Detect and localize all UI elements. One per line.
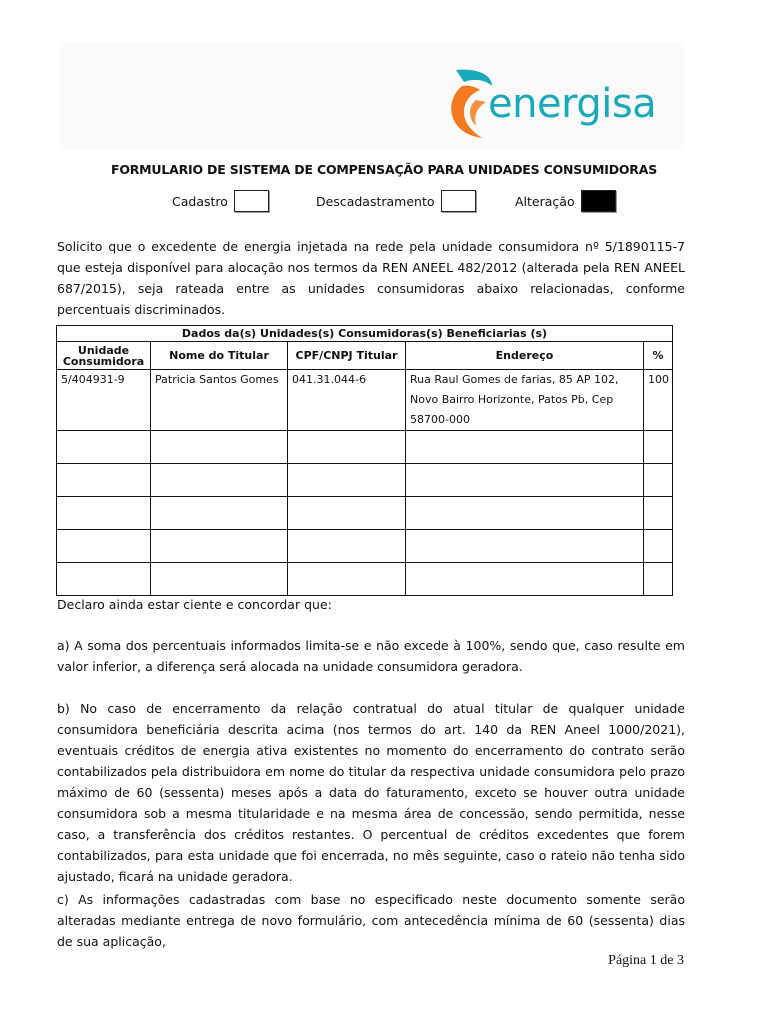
cell-nome[interactable] [151, 530, 288, 563]
cell-cpf[interactable] [288, 431, 406, 464]
cell-endereco[interactable] [406, 530, 644, 563]
page-number: Página 1 de 3 [608, 953, 684, 968]
cell-percent[interactable] [644, 530, 673, 563]
table-row [57, 464, 673, 497]
checkbox-alteracao-checked[interactable] [581, 190, 616, 212]
cell-cpf[interactable] [288, 530, 406, 563]
table-row [57, 370, 673, 431]
table-row [57, 431, 673, 464]
col-header-cpf: CPF/CNPJ Titular [288, 342, 406, 370]
cell-cpf[interactable] [288, 563, 406, 596]
table-row [57, 497, 673, 530]
form-title: FORMULARIO DE SISTEMA DE COMPENSAÇÃO PARA UNIDADES CONSUMIDORAS [110, 162, 658, 177]
cell-percent[interactable] [644, 431, 673, 464]
cell-endereco[interactable] [406, 464, 644, 497]
logo-text: energisa [488, 81, 657, 127]
cell-percent[interactable] [644, 464, 673, 497]
declaration-item-b: b) No caso de encerramento da relação contratual do atual titular de qualquer unidade consumidora beneficiária descrita acima (nos termos do art. 140 da REN Aneel 1000/2021), eventuais créditos de energia ativa existentes no momento do encerramento do contrato serão contabilizados pela distribuidora em nome do titular da respectiva unidade consumidora pelo prazo máximo de 60 (sessenta) meses após a data do faturamento, exceto se houver outra unidade consumidora sob a mesma titularidade e na mesma área de concessão, sendo permitida, nesse caso, a transferência dos créditos restantes. O percentual de créditos excedentes que forem contabilizados, para esta unidade que foi encerrada, no mês seguinte, caso o rateio não tenha sido ajustado, ficará na unidade geradora. [57, 701, 685, 884]
option-alteracao-label: Alteração [515, 193, 575, 209]
option-cadastro[interactable] [172, 190, 269, 212]
checkbox-cadastro[interactable] [234, 190, 269, 212]
cell-nome[interactable] [151, 563, 288, 596]
col-header-percent: % [644, 342, 673, 370]
table-caption: Dados da(s) Unidades(s) Consumidoras(s) Beneficiarias (s) [57, 326, 673, 342]
cell-nome[interactable] [151, 464, 288, 497]
intro-paragraph: Solicito que o excedente de energia injetada na rede pela unidade consumidora nº 5/1890115-7 que esteja disponível para alocação nos termos da REN ANEEL 482/2012 (alterada pela REN ANEEL 687/2015), seja rateada entre as unidades consumidoras abaixo relacionadas, conforme percentuais discriminados. [57, 239, 685, 317]
option-cadastro-label: Cadastro [172, 193, 228, 209]
cell-cpf[interactable]: 041.31.044-6 [288, 370, 406, 431]
cell-endereco[interactable] [406, 497, 644, 530]
cell-percent[interactable] [644, 497, 673, 530]
col-header-endereco: Endereço [406, 342, 644, 370]
cell-unidade[interactable] [57, 464, 151, 497]
cell-unidade[interactable] [57, 530, 151, 563]
energisa-logo [446, 66, 676, 142]
declaration-item-a: a) A soma dos percentuais informados limita-se e não excede à 100%, sendo que, caso resulte em valor inferior, a diferença será alocada na unidade consumidora geradora. [57, 638, 685, 674]
option-descadastramento-label: Descadastramento [316, 193, 435, 209]
cell-unidade[interactable] [57, 431, 151, 464]
cell-endereco[interactable]: Rua Raul Gomes de farias, 85 AP 102, Novo Bairro Horizonte, Patos Pb, Cep 58700-000 [406, 370, 644, 431]
cell-unidade[interactable]: 5/404931-9 [57, 370, 151, 431]
beneficiaries-table [56, 325, 673, 596]
col-header-unidade: Unidade Consumidora [57, 342, 151, 370]
cell-unidade[interactable] [57, 563, 151, 596]
option-descadastramento[interactable] [316, 190, 476, 212]
cell-percent[interactable] [644, 563, 673, 596]
cell-cpf[interactable] [288, 464, 406, 497]
cell-nome[interactable]: Patricia Santos Gomes [151, 370, 288, 431]
table-row [57, 530, 673, 563]
col-header-nome: Nome do Titular [151, 342, 288, 370]
cell-nome[interactable] [151, 431, 288, 464]
declaration-intro: Declaro ainda estar ciente e concordar que: [57, 597, 332, 612]
cell-cpf[interactable] [288, 497, 406, 530]
checkbox-descadastramento[interactable] [441, 190, 476, 212]
cell-unidade[interactable] [57, 497, 151, 530]
table-row [57, 563, 673, 596]
declaration-item-c: c) As informações cadastradas com base no especificado neste documento somente serão alteradas mediante entrega de novo formulário, com antecedência mínima de 60 (sessenta) dias de sua aplicação, [57, 892, 685, 949]
cell-percent[interactable]: 100 [644, 370, 673, 431]
cell-nome[interactable] [151, 497, 288, 530]
cell-endereco[interactable] [406, 563, 644, 596]
option-alteracao[interactable] [515, 190, 616, 212]
cell-endereco[interactable] [406, 431, 644, 464]
